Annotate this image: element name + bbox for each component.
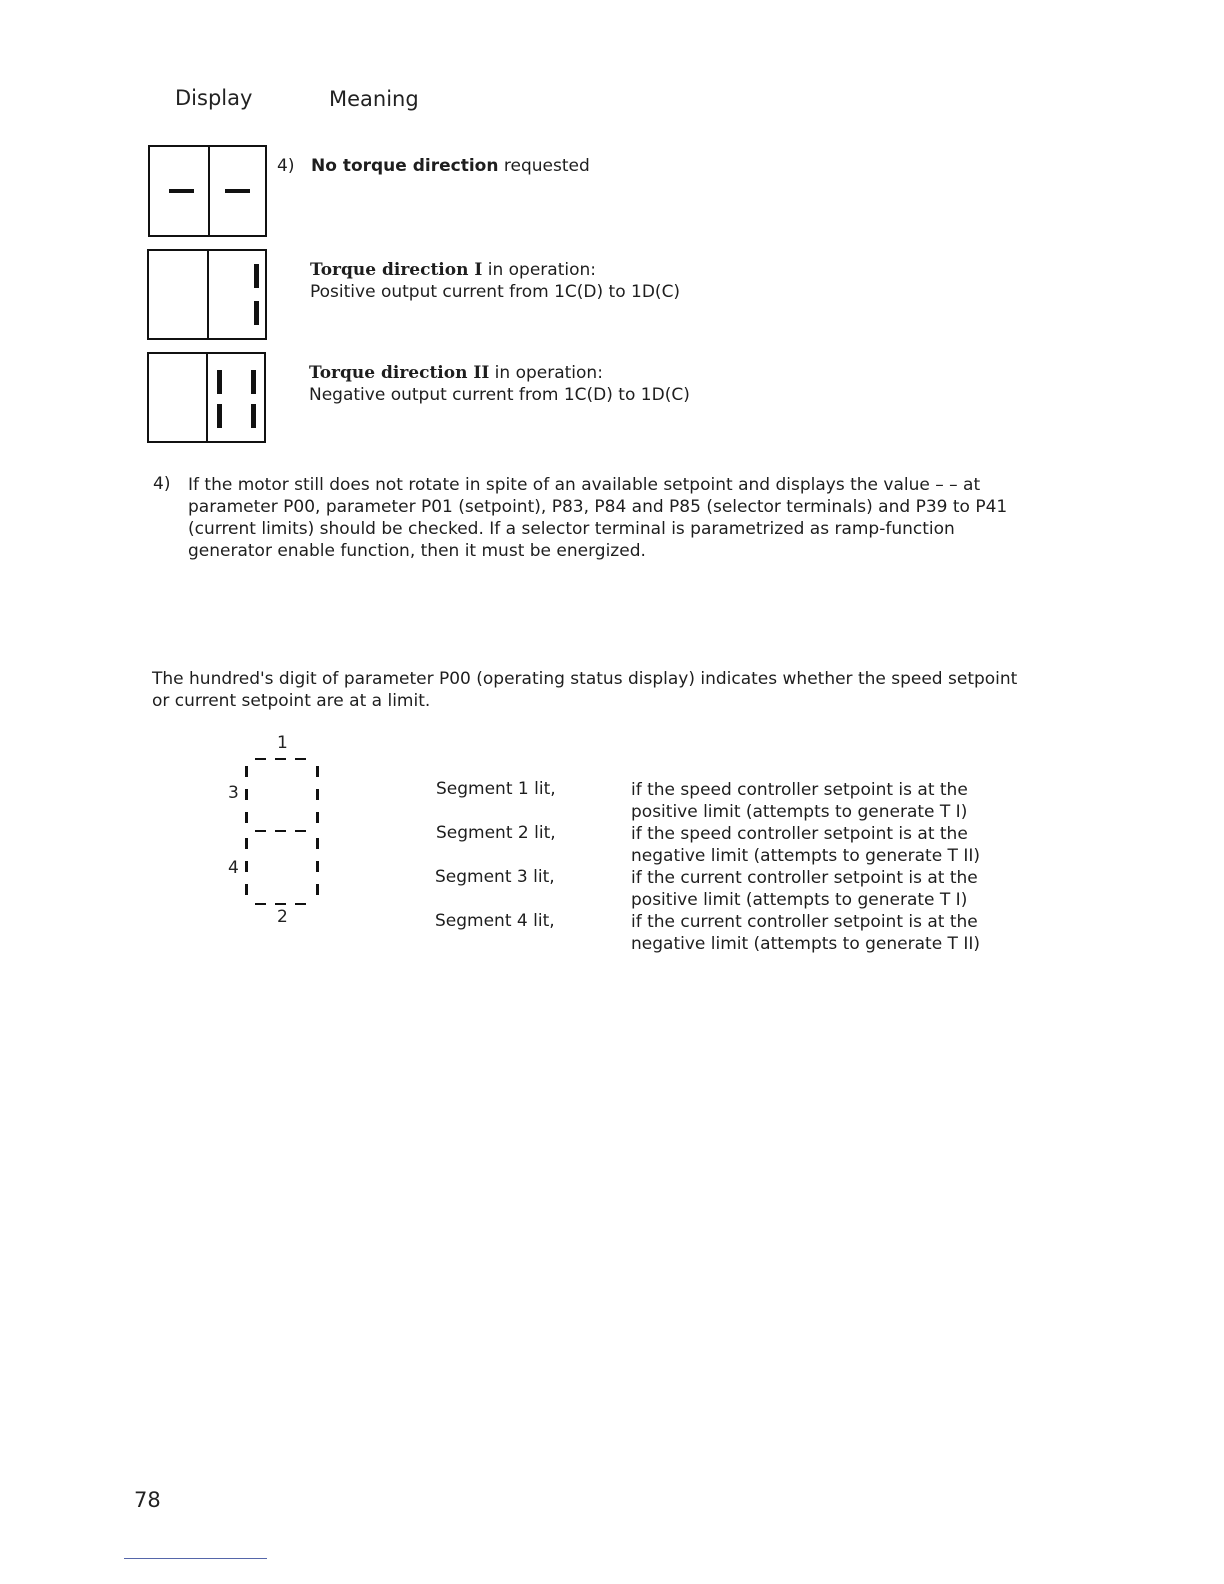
row-3-line2: Negative output current from 1C(D) to 1D(C) bbox=[309, 385, 690, 405]
segment-descriptions bbox=[631, 779, 1051, 955]
dash-right-lower bbox=[316, 861, 319, 872]
row-2-rest: in operation: bbox=[482, 260, 596, 280]
dash-right-upper bbox=[316, 766, 319, 777]
row-3-rest: in operation: bbox=[489, 363, 603, 383]
dash-segment-right bbox=[225, 189, 250, 193]
display-divider bbox=[207, 251, 209, 338]
segment-3-line1: if the current controller setpoint is at the bbox=[631, 868, 978, 888]
dash-left-lower bbox=[245, 838, 248, 849]
row-2-meaning bbox=[310, 259, 680, 303]
dash-top bbox=[295, 758, 306, 760]
row-2-bold: Torque direction I bbox=[310, 260, 483, 280]
segment-bar-upper-right bbox=[254, 264, 259, 288]
dash-top bbox=[255, 758, 266, 760]
segment-2-label: Segment 2 lit, bbox=[436, 823, 556, 843]
row-1-meaning bbox=[311, 155, 590, 177]
dash-right-upper bbox=[316, 812, 319, 823]
display-no-torque bbox=[148, 145, 267, 237]
page-number: 78 bbox=[134, 1488, 161, 1512]
segment-label-4: 4 bbox=[228, 858, 239, 878]
row-3-bold: Torque direction II bbox=[309, 363, 490, 383]
dash-middle bbox=[295, 830, 306, 832]
dash-left-lower bbox=[245, 861, 248, 872]
segment-bar-lower-right bbox=[254, 301, 259, 325]
row-1-number: 4) bbox=[277, 156, 295, 176]
row-2-line2: Positive output current from 1C(D) to 1D(C) bbox=[310, 282, 681, 302]
dash-bottom bbox=[295, 903, 306, 905]
segment-label-2: 2 bbox=[277, 907, 288, 927]
intro-paragraph bbox=[152, 668, 1052, 712]
footnote-line: generator enable function, then it must be energized. bbox=[188, 541, 646, 561]
dash-left-upper bbox=[245, 812, 248, 823]
segment-4-line1: if the current controller setpoint is at the bbox=[631, 912, 978, 932]
display-divider bbox=[208, 147, 210, 235]
segment-bar-upper-left bbox=[217, 370, 222, 394]
footnote-line: parameter P00, parameter P01 (setpoint), P83, P84 and P85 (selector terminals) and P39 to P41 bbox=[188, 497, 1008, 517]
dash-left-upper bbox=[245, 789, 248, 800]
meaning-column-header: Meaning bbox=[329, 87, 419, 111]
segment-3-label: Segment 3 lit, bbox=[435, 867, 555, 887]
segment-bar-lower-left bbox=[217, 404, 222, 428]
segment-diagram bbox=[220, 730, 330, 930]
row-1-bold: No torque direction bbox=[311, 156, 499, 176]
segment-1-line2: positive limit (attempts to generate T I) bbox=[631, 802, 968, 822]
dash-top bbox=[275, 758, 286, 760]
dash-middle bbox=[275, 830, 286, 832]
footnote-line: If the motor still does not rotate in spite of an available setpoint and displays the value – – at bbox=[188, 475, 981, 495]
dash-right-lower bbox=[316, 838, 319, 849]
dash-right-lower bbox=[316, 884, 319, 895]
footnote-text bbox=[188, 474, 1008, 562]
display-torque-direction-1 bbox=[147, 249, 267, 340]
intro-line: or current setpoint are at a limit. bbox=[152, 691, 431, 711]
segment-1-line1: if the speed controller setpoint is at the bbox=[631, 780, 968, 800]
segment-2-line1: if the speed controller setpoint is at the bbox=[631, 824, 968, 844]
dash-bottom bbox=[275, 903, 286, 905]
dash-segment-left bbox=[169, 189, 194, 193]
dash-right-upper bbox=[316, 789, 319, 800]
segment-1-label: Segment 1 lit, bbox=[436, 779, 556, 799]
dash-left-lower bbox=[245, 884, 248, 895]
display-column-header: Display bbox=[175, 86, 253, 110]
dash-left-upper bbox=[245, 766, 248, 777]
segment-label-3: 3 bbox=[228, 783, 239, 803]
footnote-number: 4) bbox=[153, 474, 171, 494]
footer-rule bbox=[124, 1558, 267, 1559]
segment-label-1: 1 bbox=[277, 733, 288, 753]
segment-4-label: Segment 4 lit, bbox=[435, 911, 555, 931]
dash-bottom bbox=[255, 903, 266, 905]
segment-bar-upper-right bbox=[251, 370, 256, 394]
segment-3-line2: positive limit (attempts to generate T I) bbox=[631, 890, 968, 910]
display-torque-direction-2 bbox=[147, 352, 266, 443]
segment-bar-lower-right bbox=[251, 404, 256, 428]
row-1-rest: requested bbox=[498, 156, 590, 176]
segment-4-line2: negative limit (attempts to generate T II) bbox=[631, 934, 981, 954]
row-3-meaning bbox=[309, 362, 690, 406]
footnote-line: (current limits) should be checked. If a selector terminal is parametrized as ramp-function bbox=[188, 519, 955, 539]
display-divider bbox=[206, 354, 208, 441]
dash-middle bbox=[255, 830, 266, 832]
intro-line: The hundred's digit of parameter P00 (operating status display) indicates whether the speed setpoint bbox=[152, 669, 1018, 689]
segment-2-line2: negative limit (attempts to generate T II) bbox=[631, 846, 981, 866]
